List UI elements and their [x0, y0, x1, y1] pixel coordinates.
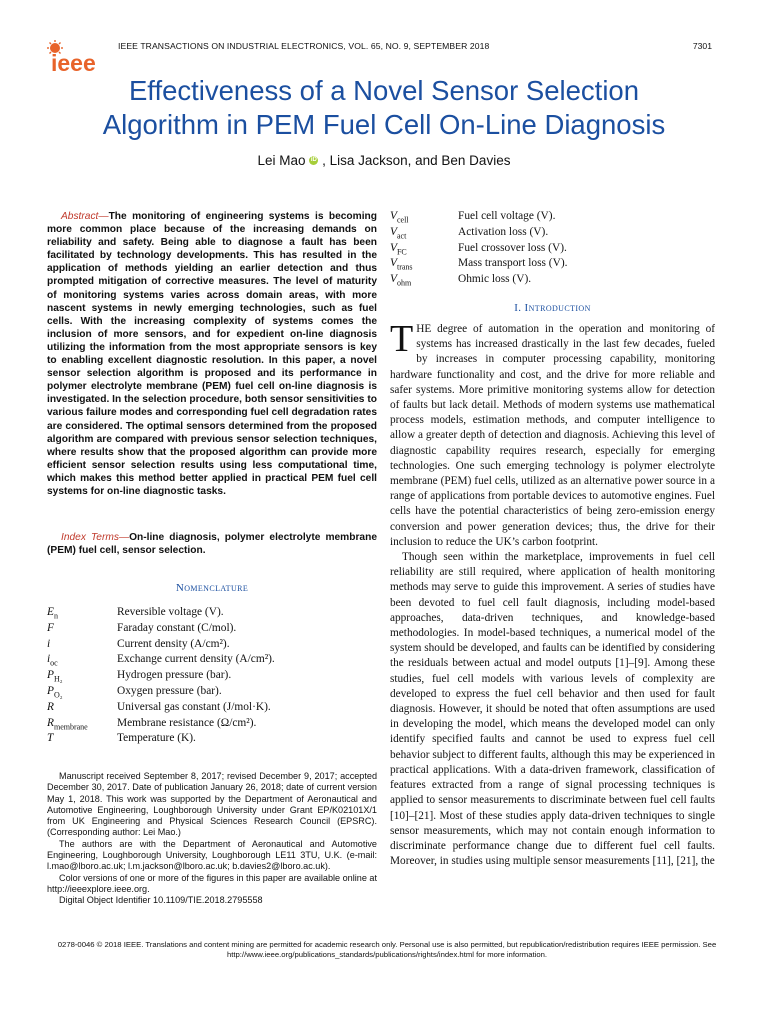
nomenclature-symbol: $E_n$ — [47, 606, 58, 621]
nomenclature-symbol: $i_{oc}$ — [47, 653, 58, 668]
nomenclature-left-row — [47, 732, 275, 748]
nomenclature-symbol: F — [47, 621, 54, 634]
nomenclature-left-row — [47, 701, 275, 717]
nomenclature-symbol: $V_{cell}$ — [390, 210, 409, 225]
index-terms-lead: Index Terms— — [61, 532, 130, 543]
nomenclature-symbol: $R_{membrane}$ — [47, 716, 88, 731]
nomenclature-left-row — [47, 669, 275, 685]
nomenclature-symbol: i — [47, 637, 51, 650]
authors — [0, 153, 768, 168]
nomenclature-table-left — [47, 606, 275, 748]
nomenclature-left-row — [47, 685, 275, 701]
nomenclature-description: Fuel cell voltage (V). — [458, 210, 556, 222]
abstract-text: The monitoring of engineering systems is becoming more common place because of the increasing demands on reliability and safety. Being able to diagnose a fault has been facilitated by technology developments. This has resulted in the application of methods yielding an earlier detection and thus prompted mitigation of corrective measures. The level of maturity of monitoring systems varies across domain areas, with more nascent systems in newly emerging technologies, such as fuel cells. With the increasing complexity of systems comes the inclusion of more sensors, and for expedient on-line diagnosis utilizing the information from the most appropriate sensors is key to enabling excellent diagnostic resolution. In this paper, a novel sensor selection algorithm is proposed and its performance in polymer electrolyte membrane (PEM) fuel cell on-line diagnosis is investigated. In the selection procedure, both sensor sensitivities to various failure modes and corresponding fuel cell degradation rates are considered. The optimal sensors determined from the proposed algorithm are compared with previous sensor selection techniques, where results show that the proposed algorithm can provide more efficient sensor selection results using less computational time, which makes this method better applied in practical PEM fuel cell systems for on-line diagnostic tasks. — [47, 211, 377, 497]
nomenclature-symbol: R — [47, 700, 54, 713]
nomenclature-right-row — [390, 242, 567, 258]
nomenclature-description: Universal gas constant (J/mol·K). — [117, 700, 271, 713]
footnote-affiliation: The authors are with the Department of Aeronautical and Automotive Engineering, Loughborough University, Loughborough LE11 3TU, U.K. (e-mail: l.mao@lboro.ac.uk; l.m.jackson@lboro.ac.uk; b.davies2@lboro.ac.uk). — [47, 838, 377, 872]
abstract-lead: Abstract— — [61, 211, 109, 222]
nomenclature-description: Mass transport loss (V). — [458, 257, 568, 270]
nomenclature-symbol: $P_{O_2}$ — [47, 684, 63, 700]
intro-body — [390, 318, 715, 869]
paper-title — [0, 74, 768, 142]
footnote-doi: Digital Object Identifier 10.1109/TIE.2018.2795558 — [59, 895, 263, 906]
nomenclature-description: Current density (A/cm²). — [117, 637, 230, 650]
nomenclature-description: Faraday constant (C/mol). — [117, 621, 237, 634]
nomenclature-description: Temperature (K). — [117, 732, 196, 745]
nomenclature-symbol: $P_{H_2}$ — [47, 669, 63, 684]
nomenclature-right-row — [390, 226, 567, 242]
dropcap: T — [390, 318, 414, 360]
nomenclature-description: Membrane resistance (Ω/cm²). — [117, 716, 257, 729]
nomenclature-symbol: $V_{FC}$ — [390, 241, 407, 256]
ieee-logo — [47, 40, 105, 74]
footnotes — [47, 771, 377, 907]
nomenclature-table-right — [390, 210, 567, 289]
nomenclature-description: Reversible voltage (V). — [117, 606, 224, 618]
journal-header: IEEE TRANSACTIONS ON INDUSTRIAL ELECTRONICS, VOL. 65, NO. 9, SEPTEMBER 2018 — [118, 41, 490, 51]
footnote-manuscript: Manuscript received September 8, 2017; revised December 9, 2017; accepted December 30, 2017. Date of publication January 26, 2018; date of current version May 1, 2018. This work was supported by the Department of Aeronautical and Automotive Engineering, Loughborough University under Grant EP/K02101X/1 from UK Engineering and Physical Sciences Research Council (EPSRC). (Corresponding author: Lei Mao.) — [47, 771, 377, 838]
intro-paragraph-2: Though seen within the marketplace, improvements in fuel cell reliability are still required, where application of health monitoring methods may serve to guide this improvement. A series of studies have been devoted to fuel cell fault diagnosis, including model-based approaches, data-driven techniques, and knowledge-based methodologies. In model-based techniques, a numerical model of the system should be developed, and faults can be identified by considering the residuals between actual and model outputs [1]–[9]. Among these studies, fuel cell models with various levels of complexity are developed to express the fuel cell behavior and then used for fault diagnosis. However, it should be noted that often assumptions are used in developing the model, which means the developed model can only identify specified faults and cannot be used to express fuel cell behavior subject to different faults, although this may be experienced in practical applications. With a data-driven framework, classification of features extracted from a range of signal processing techniques is applied to sensor measurements to discriminate between fuel cell faults [10]–[21]. Most of these studies apply data-driven techniques to single sensor measurements, which may not contain enough information to discriminate performance change due to different fuel cell faults. Moreover, in studies using multiple sensor measurements [11], [21], the — [390, 551, 715, 868]
title-line-1: Effectiveness of a Novel Sensor Selection — [128, 75, 640, 106]
nomenclature-left-row — [47, 606, 275, 622]
nomenclature-left-row — [47, 653, 275, 669]
nomenclature-description: Fuel crossover loss (V). — [458, 241, 567, 254]
authors-rest: , Lisa Jackson, and Ben Davies — [322, 153, 511, 168]
svg-text:ieee: ieee — [51, 50, 96, 74]
intro-heading: I. Introduction — [514, 302, 591, 314]
nomenclature-right-row — [390, 210, 567, 226]
footnote-color: Color versions of one or more of the figures in this paper are available online at http://ieeexplore.ieee.org. — [47, 872, 377, 894]
nomenclature-right-row — [390, 273, 567, 289]
nomenclature-left-row — [47, 717, 275, 733]
nomenclature-symbol: $V_{trans}$ — [390, 257, 413, 272]
nomenclature-symbol: T — [47, 732, 54, 745]
nomenclature-description: Exchange current density (A/cm²). — [117, 653, 275, 666]
index-terms-text: On-line diagnosis, polymer electrolyte membrane (PEM) fuel cell, sensor selection. — [47, 532, 377, 557]
nomenclature-left-row — [47, 622, 275, 638]
abstract — [47, 210, 377, 498]
nomenclature-symbol: $V_{act}$ — [390, 225, 407, 241]
title-line-2: Algorithm in PEM Fuel Cell On-Line Diagnosis — [102, 109, 666, 140]
nomenclature-symbol: $V_{ohm}$ — [390, 273, 412, 288]
orcid-icon[interactable]: iD — [310, 157, 317, 163]
copyright-notice: 0278-0046 © 2018 IEEE. Translations and content mining are permitted for academic research only. Personal use is also permitted, but republication/redistribution requires IEEE permission. See http://www.ieee.org/publications_standards/publications/rights/index.html for more information. — [57, 940, 717, 960]
author-first: Lei Mao — [257, 153, 306, 168]
nomenclature-description: Ohmic loss (V). — [458, 273, 532, 286]
index-terms — [47, 531, 377, 557]
page-number: 7301 — [692, 41, 712, 51]
nomenclature-description: Hydrogen pressure (bar). — [117, 669, 232, 682]
nomenclature-description: Activation loss (V). — [458, 225, 549, 238]
nomenclature-left-row — [47, 638, 275, 654]
nomenclature-right-row — [390, 257, 567, 273]
nomenclature-description: Oxygen pressure (bar). — [117, 684, 222, 697]
nomenclature-heading: Nomenclature — [175, 582, 249, 594]
intro-paragraph-1: THE degree of automation in the operation and monitoring of systems has increased drastically in the last few decades, fueled by increases in computer processing capability, monitoring hardware functionality and cost, and the drive for more reliable and safer systems. More primitive monitoring systems allow for detection of faults but lack detail. Methods of modern systems use mathematical process models, estimation methods, and computer intelligence to allow a greater depth of detection and diagnosis. Achieving this level of diagnostic capability requires research, especially for emerging technologies. One such emerging technology is polymer electrolyte membrane (PEM) fuel cells, utilized as an alternative power source in a range of applications from portable devices to automotive engines. Fuel cells have the potential characteristics of being zero-emission energy conversion and power generation devices; thus, the drive for their inclusion to reduce the UK’s carbon footprint. — [390, 318, 715, 548]
